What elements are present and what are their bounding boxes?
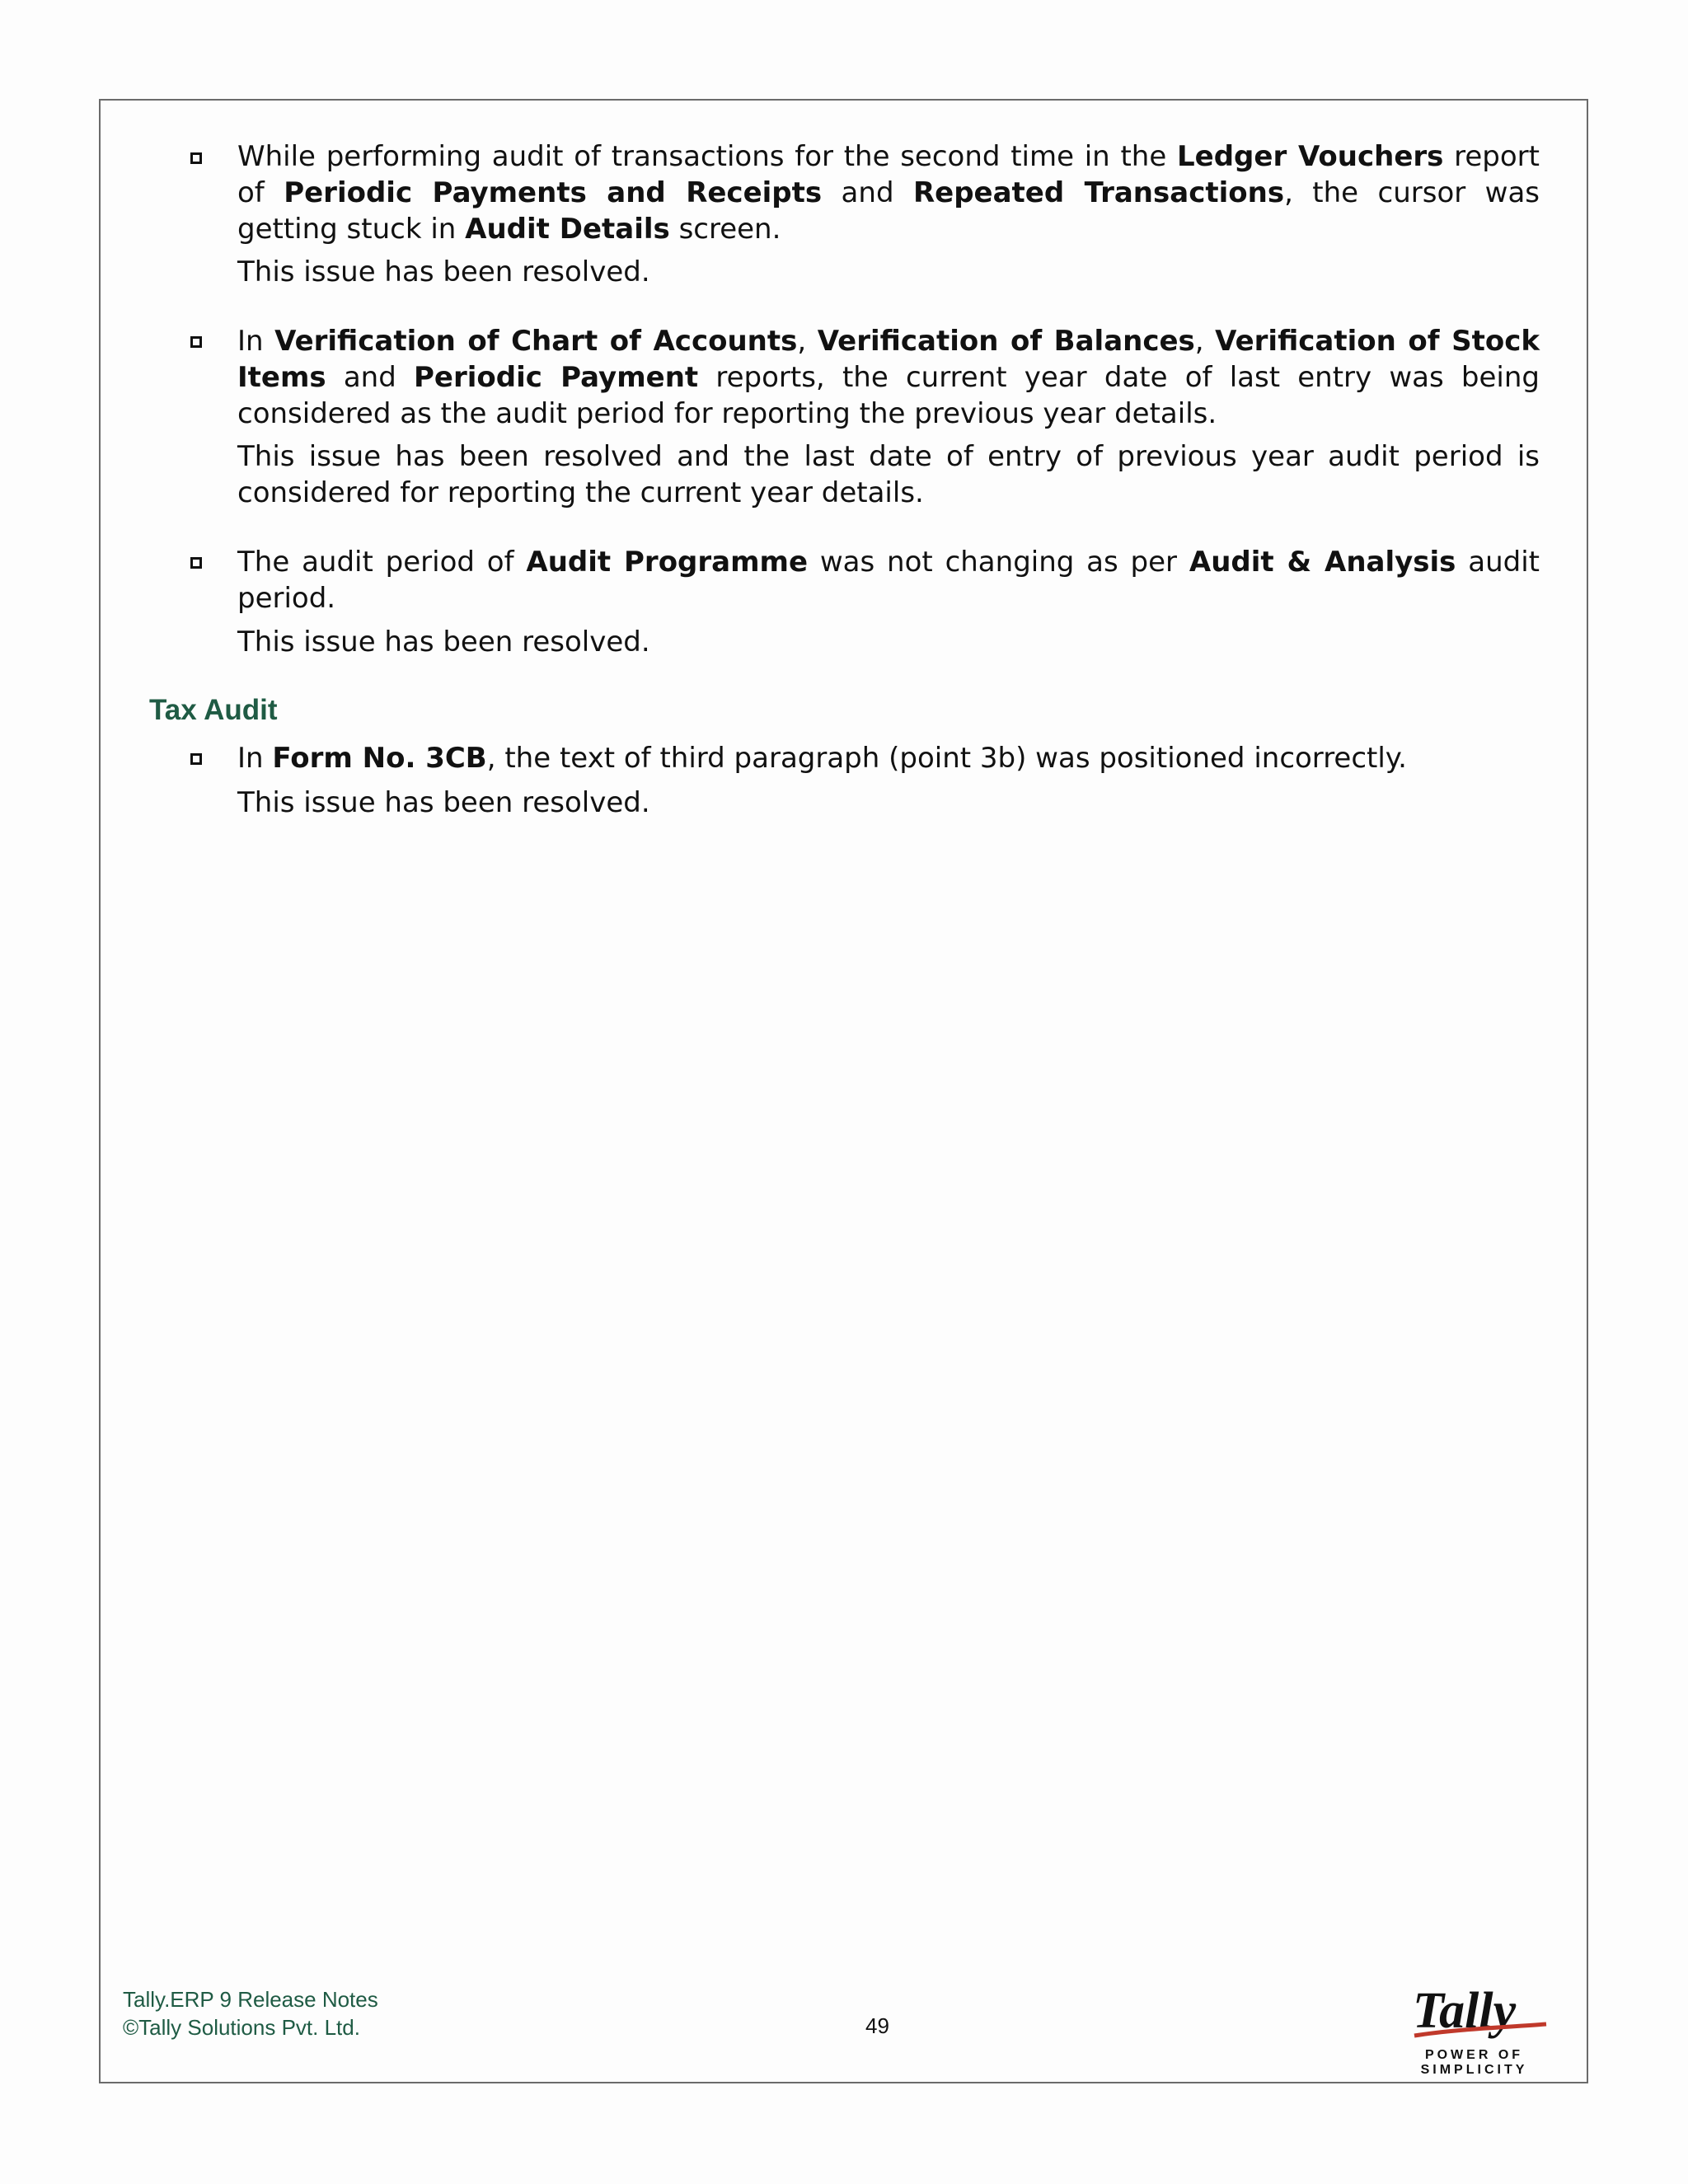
text-run: screen. [669,213,781,246]
logo-text: Tally [1413,1983,1517,2039]
text-run: audit period. [237,546,1540,615]
bullet-icon [190,557,202,569]
footer-copyright: ©Tally Solutions Pvt. Ltd. [123,2015,360,2040]
bold-term: Verification of Balances [817,325,1195,358]
footer-doc-title: Tally.ERP 9 Release Notes [123,1987,378,2012]
resolution-note: This issue has been resolved and the last date of entry of previous year audit period is considered for reporting the current year details. [237,440,1540,509]
bold-term: Audit & Analysis [1189,546,1456,579]
text-run: and [326,361,415,394]
bold-term: Audit Details [465,213,670,246]
text-run: and [822,176,913,209]
bold-term: Periodic Payment [414,361,699,394]
bold-term: Form No. 3CB [272,742,487,775]
list-item [237,138,1540,247]
bold-term: Verification of Stock Items [237,325,1540,394]
resolution-note: This issue has been resolved. [237,786,650,819]
text-run: In [237,742,273,775]
bullet-icon [190,753,202,765]
text-run: While performing audit of transactions for the second time in the [237,140,1177,173]
bold-term: Periodic Payments and Receipts [284,176,823,209]
text-run: , the text of third paragraph (point 3b) was positioned incorrectly. [486,742,1407,775]
text-run: In [237,325,275,358]
list-item [237,740,1540,776]
text-run: was not changing as per [808,546,1189,579]
page-number: 49 [865,2013,889,2038]
text-run: , [797,325,818,358]
bold-term: Ledger Vouchers [1176,140,1444,173]
bold-term: Audit Programme [526,546,809,579]
bullet-icon [190,152,202,164]
text-run: report of [237,140,1540,209]
bold-term: Repeated Transactions [912,176,1285,209]
text-run: , [1194,325,1216,358]
logo-tagline: POWER OF SIMPLICITY [1420,2048,1528,2077]
bullet-icon [190,336,202,348]
text-run: reports, the current year date of last entry was being considered as the audit period for reporting the previous year details. [237,361,1540,430]
text-run: , the cursor was getting stuck in [237,176,1540,246]
resolution-note: This issue has been resolved. [237,255,650,288]
list-item [237,323,1540,432]
list-item [237,544,1540,616]
resolution-note: This issue has been resolved. [237,626,650,658]
bold-term: Verification of Chart of Accounts [274,325,798,358]
section-heading: Tax Audit [149,694,278,726]
text-run: The audit period of [237,546,527,579]
